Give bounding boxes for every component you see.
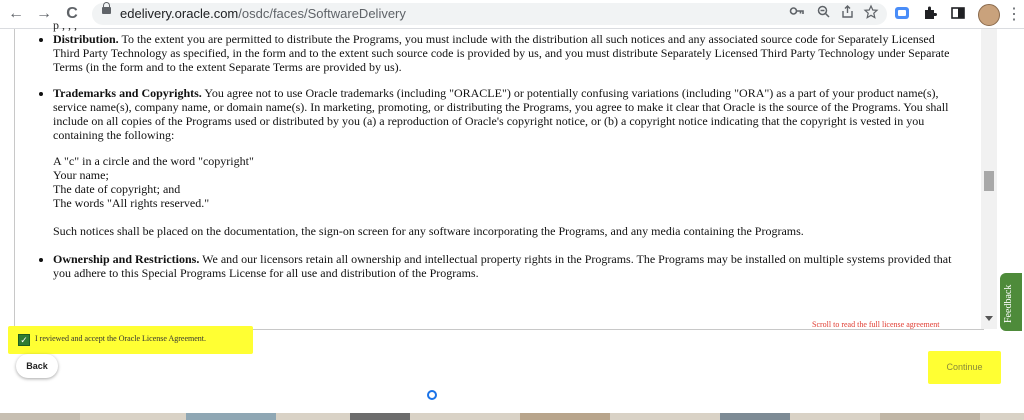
notice-line: A "c" in a circle and the word "copyright" <box>53 154 254 168</box>
back-arrow-icon[interactable]: ← <box>8 5 24 22</box>
license-scrollbar[interactable] <box>981 29 997 329</box>
license-item-distribution <box>53 32 957 74</box>
bottom-strip <box>0 413 1024 420</box>
notice-line: Your name; <box>53 168 109 182</box>
license-item-title: Ownership and Restrictions. <box>53 252 200 266</box>
back-button[interactable]: Back <box>16 354 58 378</box>
key-icon[interactable] <box>788 5 806 19</box>
accept-checkbox[interactable]: ✓ <box>18 334 30 346</box>
lock-icon[interactable] <box>102 7 111 14</box>
license-text <box>37 18 957 292</box>
license-item-text: To the extent you are permitted to distribute the Programs, you must include with the distribution all such notices and any associated source code for Separately Licensed Third Party Technology as specified, in the form and to the extent such source code is provided by us, and you must distribute Separately Licensed Third Party Technology under Separate Terms (in the form and to the extent Separate Terms are provided by us). <box>53 32 950 74</box>
license-item-trademarks <box>53 86 957 142</box>
feedback-label: Feedback <box>1003 284 1014 323</box>
notice-paragraph: Such notices shall be placed on the documentation, the sign-on screen for any software incorporating the Programs, and any media containing the Programs. <box>53 224 804 238</box>
profile-avatar[interactable] <box>978 4 1000 26</box>
continue-button[interactable]: Continue <box>946 362 983 372</box>
license-item-title: Distribution. <box>53 32 119 46</box>
accept-highlight <box>8 326 253 354</box>
page-content <box>0 18 1024 420</box>
reload-icon[interactable]: C <box>66 5 78 22</box>
browser-menu-icon[interactable]: ⋮ <box>1006 6 1022 23</box>
license-item-text: We and our licensors retain all ownership and intellectual property rights in the Programs. The Programs may be installed on multiple systems provided that you adhere to this Special Programs License for all use and distribution of the Programs. <box>53 252 952 280</box>
license-item-title: Trademarks and Copyrights. <box>53 86 202 100</box>
url-path: /osdc/faces/SoftwareDelivery <box>238 6 406 21</box>
continue-highlight <box>928 351 1001 384</box>
notice-line: The date of copyright; and <box>53 182 181 196</box>
strip-segment <box>350 413 410 420</box>
copyright-notice-lines <box>37 154 957 210</box>
strip-segment <box>880 413 980 420</box>
feedback-tab[interactable] <box>1000 273 1022 331</box>
loading-spinner-icon <box>427 390 437 400</box>
license-list <box>37 32 957 142</box>
notice-line: The words "All rights reserved." <box>53 196 210 210</box>
license-text-box[interactable] <box>14 18 984 330</box>
accept-label[interactable]: I reviewed and accept the Oracle License Agreement. <box>35 334 207 343</box>
scrollbar-thumb[interactable] <box>984 171 994 191</box>
license-item-ownership <box>53 252 957 280</box>
clipped-line: p , , , <box>53 18 77 32</box>
strip-segment <box>0 413 80 420</box>
license-item-text: You agree not to use Oracle trademarks (including "ORACLE") or potentially confusing variations (including "ORA") as a part of your product name(s), service name(s), company name, or domain name(s). In marketing, promoting, or distributing the Programs, you agree to make it clear that Oracle is the source of the Programs. You shall include on all copies of the Programs used or distributed by you (a) a reproduction of Oracle's copyright notice, or (b) a copyright notice indicating that the copyright is vested in you containing the following: <box>53 86 949 142</box>
license-list-2 <box>37 252 957 280</box>
strip-segment <box>720 413 790 420</box>
url-domain: edelivery.oracle.com <box>120 6 239 21</box>
scroll-down-arrow-icon[interactable] <box>985 316 993 321</box>
strip-segment <box>186 413 276 420</box>
forward-arrow-icon[interactable]: → <box>36 5 52 22</box>
strip-segment <box>520 413 610 420</box>
scroll-hint: Scroll to read the full license agreement <box>812 320 940 329</box>
